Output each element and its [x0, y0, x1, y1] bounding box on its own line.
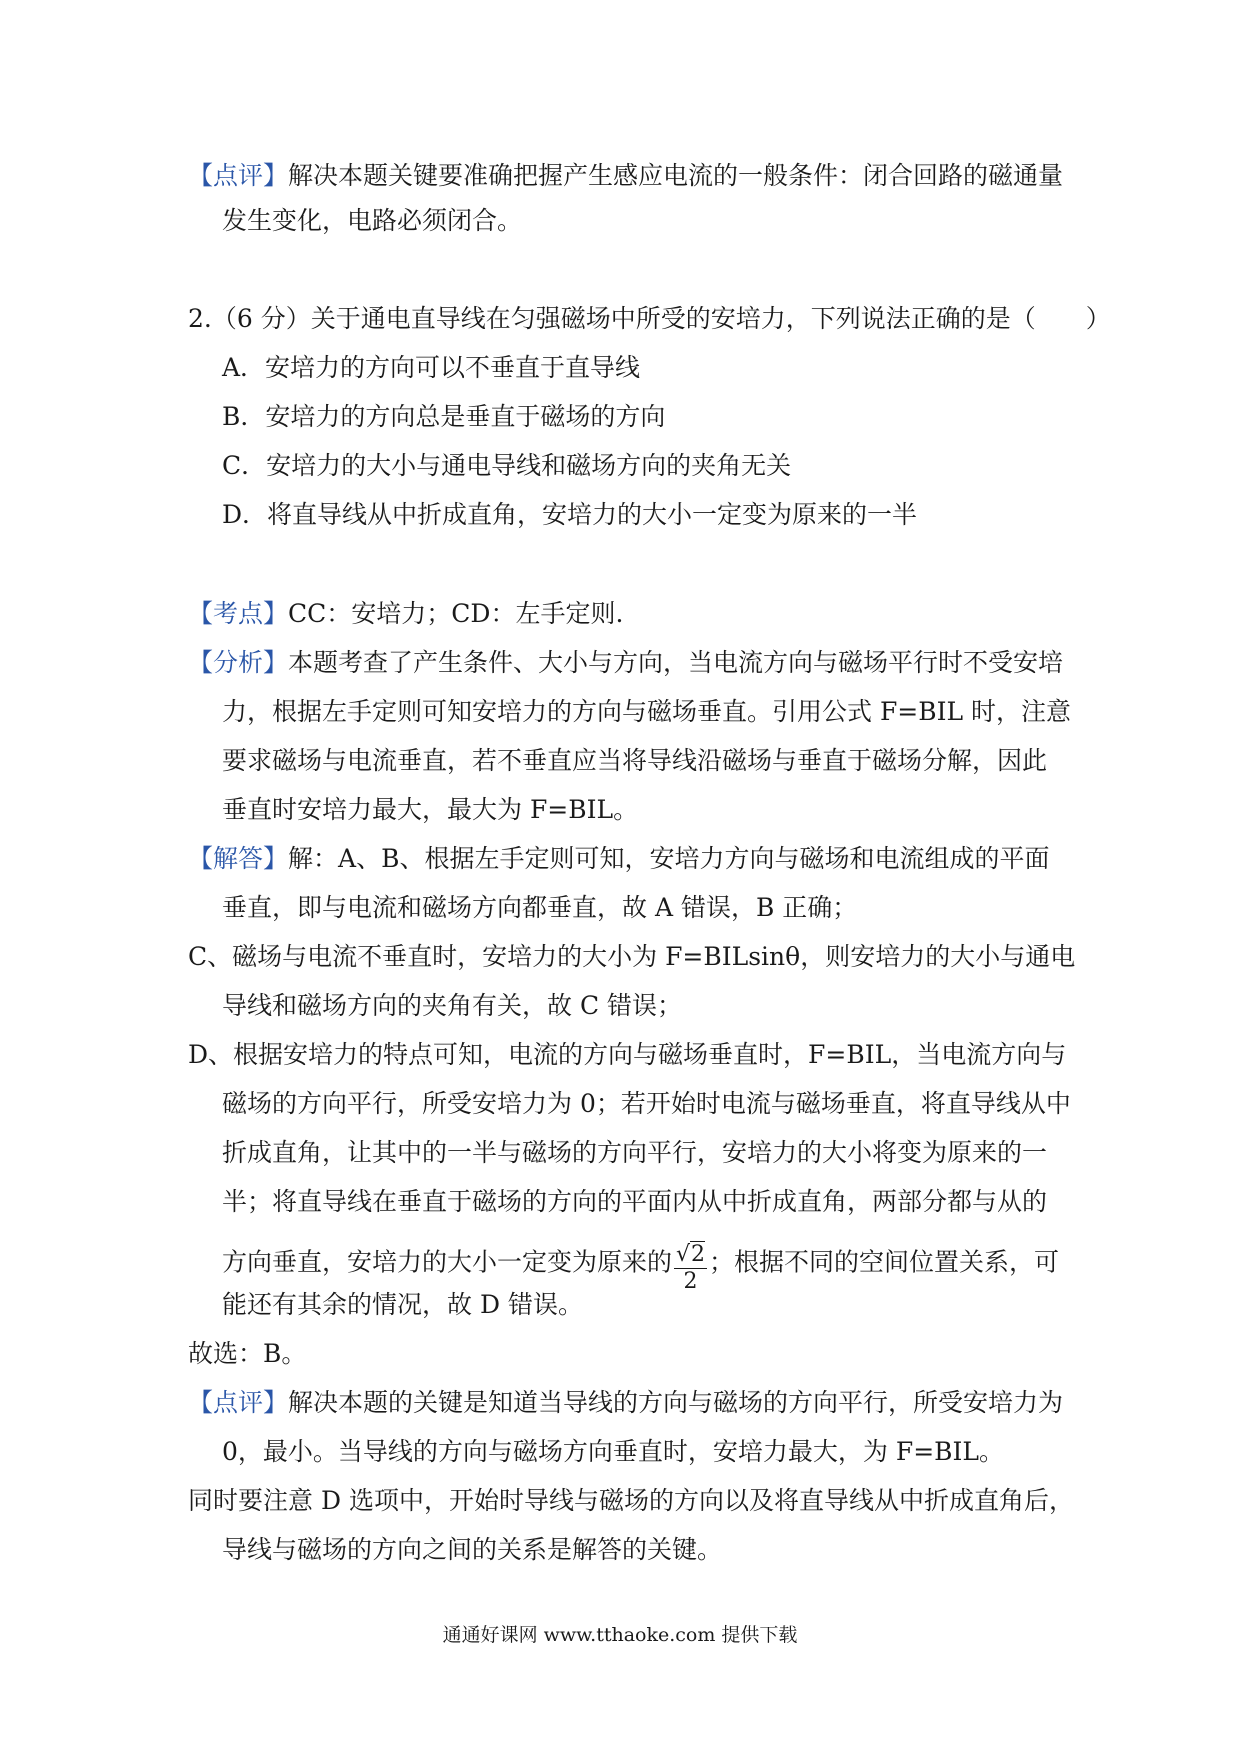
- jieda-c-line-1: C、磁场与电流不垂直时，安培力的大小为 F=BILsinθ，则安培力的大小与通电: [188, 942, 1076, 971]
- jieda-d-line-3: 折成直角，让其中的一半与磁场的方向平行，安培力的大小将变为原来的一: [222, 1138, 1048, 1167]
- jieda-d-line-5-pre: 方向垂直，安培力的大小一定变为原来的: [222, 1247, 673, 1277]
- fenxi-text-1: 本题考查了产生条件、大小与方向，当电流方向与磁场平行时不受安培: [288, 648, 1064, 677]
- kaodian-tag: 【考点】: [188, 599, 289, 628]
- fenxi-line-4: 垂直时安培力最大，最大为 F=BIL。: [222, 795, 639, 824]
- jieda-d-line-5: [222, 1237, 1060, 1294]
- option-b: B．安培力的方向总是垂直于磁场的方向: [222, 402, 666, 431]
- question-stem: 2.（6 分）关于通电直导线在匀强磁场中所受的安培力，下列说法正确的是（ ）: [188, 304, 1111, 333]
- option-c: C．安培力的大小与通电导线和磁场方向的夹角无关: [222, 451, 792, 480]
- review-2-line-2: 0，最小。当导线的方向与磁场方向垂直时，安培力最大，为 F=BIL。: [222, 1437, 1004, 1466]
- page-footer: 通通好课网 www.tthaoke.com 提供下载: [442, 1624, 798, 1646]
- jieda-d-line-4: 半；将直导线在垂直于磁场的方向的平面内从中折成直角，两部分都与从的: [222, 1187, 1048, 1216]
- review-tag: 【点评】: [188, 161, 289, 190]
- review-1-text: 解决本题关键要准确把握产生感应电流的一般条件：闭合回路的磁通量: [288, 161, 1064, 190]
- fenxi-line-2: 力，根据左手定则可知安培力的方向与磁场垂直。引用公式 F=BIL 时，注意: [222, 697, 1072, 726]
- review-1-line-2: 发生变化，电路必须闭合。: [222, 206, 523, 235]
- fenxi-line-3: 要求磁场与电流垂直，若不垂直应当将导线沿磁场与垂直于磁场分解，因此: [222, 746, 1048, 775]
- kaodian-text: CC：安培力；CD：左手定则.: [288, 599, 624, 628]
- jieda-d-line-5-post: ；根据不同的空间位置关系，可: [709, 1247, 1060, 1277]
- jieda-d-line-6: 能还有其余的情况，故 D 错误。: [222, 1290, 583, 1319]
- sqrt-icon: √: [676, 1242, 691, 1267]
- jieda-d-line-2: 磁场的方向平行，所受安培力为 0；若开始时电流与磁场垂直，将直导线从中: [222, 1089, 1071, 1118]
- jieda-tag: 【解答】: [188, 844, 289, 873]
- jieda-c-line-2: 导线和磁场方向的夹角有关，故 C 错误；: [222, 991, 683, 1020]
- review-2-line-1: [188, 1386, 1063, 1420]
- review-2-tag: 【点评】: [188, 1388, 289, 1417]
- fenxi-line-1: [188, 646, 1063, 680]
- jieda-line-1: [188, 842, 1049, 876]
- option-a: A．安培力的方向可以不垂直于直导线: [222, 353, 641, 382]
- jieda-choice: 故选：B。: [188, 1339, 307, 1368]
- jieda-text-1: 解：A、B、根据左手定则可知，安培力方向与磁场和电流组成的平面: [288, 844, 1050, 873]
- review-2-line-3: 同时要注意 D 选项中，开始时导线与磁场的方向以及将直导线从中折成直角后，: [188, 1486, 1074, 1515]
- review-1-line-1: [188, 159, 1063, 193]
- fraction-numerator: 2: [691, 1242, 706, 1267]
- sqrt2-over-2-fraction: [674, 1241, 707, 1295]
- jieda-d-line-1: D、根据安培力的特点可知，电流的方向与磁场垂直时，F=BIL，当电流方向与: [188, 1040, 1067, 1069]
- kaodian-line: [188, 597, 623, 631]
- fraction-denominator: 2: [683, 1269, 698, 1294]
- option-d: D．将直导线从中折成直角，安培力的大小一定变为原来的一半: [222, 500, 918, 529]
- review-2-line-4: 导线与磁场的方向之间的关系是解答的关键。: [222, 1535, 723, 1564]
- review-2-text-1: 解决本题的关键是知道当导线的方向与磁场的方向平行，所受安培力为: [288, 1388, 1064, 1417]
- fenxi-tag: 【分析】: [188, 648, 289, 677]
- jieda-line-2: 垂直，即与电流和磁场方向都垂直，故 A 错误，B 正确；: [222, 893, 858, 922]
